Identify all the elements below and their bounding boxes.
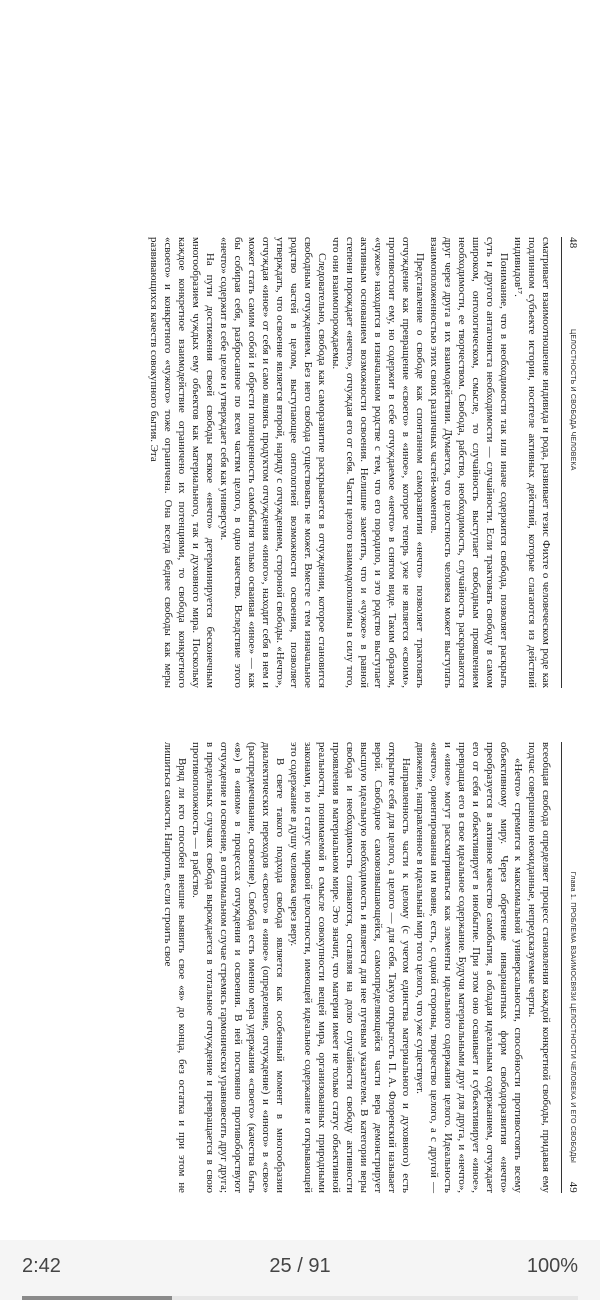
paragraph: Понимание, что в необходимости так или иначе содержится свобода, позволяет раскрыть суть и другого антагониста необходимости — случайности. Если трактовать свободу в самом широком, онтологическом, смысле, то случайность выступает свободным проявлением необходимости, ее творчеством. Свобода, рабство, необходимость, случайность раскрываются друг через друга в их взаимодействии. Думается, что целостность человека может выступать взаимоположенностью этих своих различных частей-моментов. <box>428 237 510 688</box>
running-head <box>561 742 580 1193</box>
paragraph: В свете такого подхода свобода является как особенный момент в многообразии диалектических переходов «своего» в «иное» (определение, отчуждение) и «иного» в «свое» (распредмечивание, освоение). Свобода есть именно мера удержания «своего» (качества быть «я») в «ином» в процессах отчуждения и освоения. В ней постоянно противоборствуют отчуждение и освоение, в оптимальном случае стремясь гармонически уравновесить друг друга; в предельных случаях свобода вырождается в тотальное отчуждение и превращается в свою противоположность — в рабство. <box>190 742 286 1193</box>
right-page <box>0 720 600 1235</box>
page-number: 49 <box>567 1181 579 1193</box>
page-body <box>161 742 553 1193</box>
paragraph: Вряд ли кто способен внешне выявить свое «я» до конца, без остатка и при этом не лишиться самости. Напротив, если строить свое <box>162 742 188 1193</box>
paragraph: сматривает взаимоотношение индивида и рода, развивает тезис Фихте о человеческом роде как подлинном субъекте истории, носителе активных действий, которые слагаются из действий индивидов¹⁷. <box>512 237 552 688</box>
left-page <box>0 195 600 710</box>
paragraph: Направленность части к целому (с учетом единства материального и духовного) есть открытие себя для целого, а целого — для себя. Такую открытость П. А. Флоренский называет верой. Свободное самовозвышающейся, самоопределяющейся части вера демонстрирует высшую идеальную необходимость и является для нее путевым указателем. В категории веры свобода и необходимость сливаются, оставляя на долю случайности свободу активности проявления в материальном мире. Это значит, что материя имеет не только статус объективной реальности, понимаемой в смысле совокупности вещей мира, организованных природными законами, но и статус мировой целостности, имеющей идеальное содержание и открывающей это содержание в душу человека через веру. <box>288 742 412 1193</box>
page-body <box>147 237 553 688</box>
page-indicator[interactable]: 25 / 91 <box>269 1255 331 1277</box>
paragraph: Представление о свободе как спонтанном саморазвитии «нечто» позволяет трактовать отчуждение как превращение «своего» в «иное», которое теперь уже не является «своим», противостоит ему, но содержит в себе отчуждаемое «нечто» в снятом виде. Таким образом, «чужое» находится в изначальном родстве с тем, что его породило, и это родство выступает активным основанием возможности освоения. Нелишне заметить, что и «чужое» в равной степени порождает «нечто», отчуждая его от себя. Части целого взаимодополнимы в силу того, что они взаимопорождаемы. <box>330 237 426 688</box>
paragraph: На пути достижения своей свободы всякое «нечто» детерминируется бесконечным многообразием чуждых ему объектов как материального, так и духовного мира. Поскольку каждое конкретное взаимодействие ограничено их потенциями, то свобода конкретного «своего» и конкретного «чужого» тоже ограничена. Она всегда беднее свободы как меры развивающихся качеств совокупного бытия. Эта <box>148 237 216 688</box>
clock: 2:42 <box>22 1255 61 1277</box>
page-number: 48 <box>567 237 579 249</box>
paragraph: всеобщая свобода определяет процесс становления каждой конкретной свободы, придавая ему подчас совершенно неожиданные, непредсказуемые черты. <box>526 742 552 1193</box>
paragraph: «Нечто» стремится к максимальной универсальности, способности противостоять всему объективному миру. Через обретение инвариантных форм свободоразвития «нечто» преобразуется в активное качество самобытия, а обладая идеальным содержанием, отчуждает его от себя и объективирует в инобытие. При этом оно осваивает и субъективирует «иное», превращая его в свое идеальное содержание. Будучи материальными друг для друга, и «нечто», и «иное» могут рассматриваться как элементы идеального содержания целого. Идеальность «нечто», ориентированная им вовне, есть, с одной стороны, творчество целого, а с другой — движение, направленное в идеальный мир того целого, что уже существует. <box>414 742 524 1193</box>
reader-status-bar <box>0 1240 600 1300</box>
zoom-level[interactable]: 100% <box>526 1255 578 1277</box>
running-head-title: ЦЕЛОСТНОСТЬ И СВОБОДА ЧЕЛОВЕКА <box>569 329 576 471</box>
reading-progress-bar[interactable] <box>22 1296 578 1300</box>
book-spread <box>0 195 600 1235</box>
running-head-title: Глава 1. ПРОБЛЕМА ВЗАИМОСВЯЗИ ЦЕЛОСТНОСТИ ЧЕЛОВЕКА И ЕГО СВОБОДЫ <box>569 871 576 1163</box>
reading-progress-fill <box>22 1296 172 1300</box>
paragraph: Следовательно, свобода как саморазвитие раскрывается в отчуждении, которое становится свободным отчуждением. Без него свобода существовать не может. Вместе с тем изначальное родство частей в целом, выступающее онтологией возможности освоения, позволяет утверждать, что освоение является второй, наряду с отчуждением, стороной свободы. «Нечто», отчуждая «иное» от себя и само являясь продуктом отчуждения «иного», находит себя в нем и может стать самим собой и обрести полноценность самобытия только осваивая «иное» — как бы собирая себя, разбросанное по всем частям целого, в одно качество. Вследствие этого «нечто» содержит в себе целое и утверждает себя как универсум. <box>218 237 328 688</box>
running-head <box>561 237 580 688</box>
